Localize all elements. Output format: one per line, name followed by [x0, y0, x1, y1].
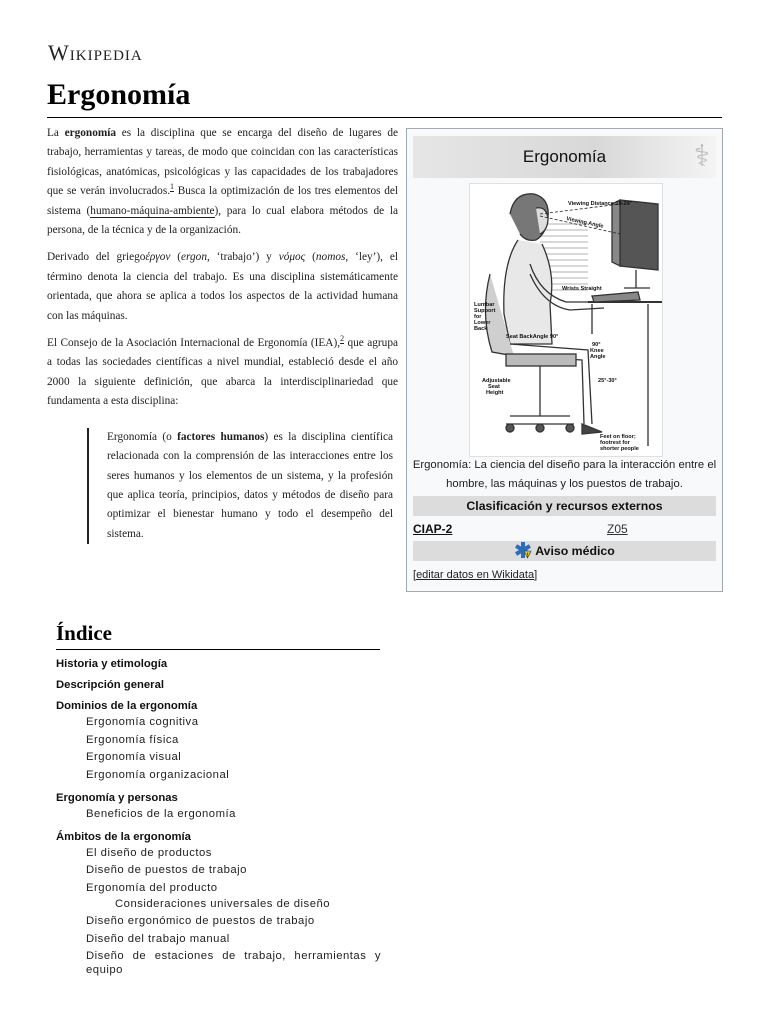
toc-item-historia[interactable]: Historia y etimología: [56, 658, 168, 670]
article-body: [47, 124, 398, 544]
bracket: [: [413, 569, 417, 581]
edit-wikidata-link[interactable]: editar datos en Wikidata: [416, 569, 535, 581]
infobox-title: Ergonomía: [522, 147, 607, 166]
infobox: [406, 128, 723, 592]
text: (: [170, 251, 182, 264]
paragraph-intro: [47, 124, 398, 240]
bold-term: factores humanos: [177, 430, 265, 443]
toc-item-dominios[interactable]: Dominios de la ergonomía: [56, 700, 198, 712]
label-seat-height: Seat: [488, 384, 500, 390]
infobox-image[interactable]: [469, 183, 663, 457]
text: La: [47, 127, 65, 139]
paragraph-iea: [47, 334, 398, 412]
toc-subitem[interactable]: Ergonomía del producto: [86, 881, 218, 894]
greek-word: νόμος: [278, 251, 306, 264]
toc-subsubitem[interactable]: Consideraciones universales de diseño: [115, 897, 331, 910]
toc-subitem[interactable]: Diseño ergonómico de puestos de trabajo: [86, 915, 315, 927]
toc-subitem[interactable]: Diseño del trabajo manual: [86, 932, 230, 945]
toc-item-personas[interactable]: Ergonomía y personas: [56, 791, 178, 804]
label-feet: Feet on floor;: [600, 434, 636, 440]
bracket: ]: [534, 569, 538, 581]
paragraph-etymology: [47, 248, 398, 326]
ergonomics-illustration: [470, 184, 662, 456]
text: es la disciplina que se encarga del diseño de lugares de trabajo, herramientas y tareas, de modo que coincidan con las características fisiológicas, anatómicas, psicológicas y las capacidades de los trabajadores que se verán involucrados.: [47, 127, 398, 198]
reference-link[interactable]: 2: [340, 334, 345, 344]
text: Ergonomía (o: [107, 430, 178, 443]
label-feet: shorter people: [600, 446, 639, 452]
label-seat-height: Height: [486, 390, 504, 396]
toc-subitem[interactable]: Ergonomía visual: [86, 751, 182, 763]
caduceus-icon: ⚕: [693, 140, 710, 173]
label-feet: footrest for: [600, 440, 630, 446]
toc-item-ambitos[interactable]: Ámbitos de la ergonomía: [56, 830, 191, 843]
label-wrists-straight: Wrists Straight: [562, 286, 602, 292]
toc-subitem[interactable]: Ergonomía física: [86, 733, 179, 746]
text: , ‘ley’), el término denota la ciencia del trabajo. Es una disciplina sistemáticamente orientada, que ahora se aplica a todos los aspectos de la actividad humana con las máquinas.: [47, 251, 398, 322]
wikipedia-logo[interactable]: Wikipedia: [48, 40, 143, 65]
page-title: Ergonomía: [47, 78, 191, 111]
medical-notice-label: Aviso médico: [535, 544, 615, 558]
infobox-section-classification: Clasificación y recursos externos: [413, 496, 716, 516]
label-lumbar: Back: [474, 326, 488, 332]
text: Busca la optimización de los tres elementos del sistema (: [47, 185, 399, 217]
label-knee-angle: Knee: [590, 348, 604, 354]
text: El Consejo de la Asociación Internacional de Ergonomía (IEA),: [47, 337, 341, 350]
label-lumbar: for: [474, 314, 482, 320]
link-humano-maquina-ambiente[interactable]: humano-máquina-ambiente: [90, 204, 215, 217]
toc-subitem[interactable]: Ergonomía cognitiva: [86, 716, 199, 728]
reference-link[interactable]: 1: [170, 182, 175, 192]
label-viewing-angle: Viewing Angle: [565, 216, 604, 230]
toc-subitem[interactable]: Beneficios de la ergonomía: [86, 807, 236, 820]
toc-item-descripcion[interactable]: Descripción general: [56, 679, 164, 691]
label-lumbar: Lower: [474, 320, 491, 326]
toc-subitem[interactable]: Ergonomía organizacional: [86, 768, 230, 781]
toc-subitem[interactable]: Diseño de puestos de trabajo: [86, 864, 247, 876]
table-of-contents: [56, 620, 381, 977]
text: ), para lo cual elabora métodos de la persona, de la técnica y de la organización.: [47, 204, 398, 237]
toc-subitem[interactable]: Diseño de estaciones de trabajo, herramientas y equipo: [86, 950, 381, 976]
text: ) es la disciplina científica relacionada con la comprensión de las interacciones entre los seres humanos y los elementos de un sistema, y la profesión que aplica teoría, principios, datos y métodos de diseño para optimizar el bienestar humano y todo el desempeño del sistema.: [107, 430, 393, 540]
text: (: [305, 251, 316, 264]
text: , ‘trabajo’) y: [206, 251, 279, 264]
label-knee-angle: Angle: [590, 354, 606, 360]
greek-word: έργον: [145, 251, 171, 264]
toc-subitem[interactable]: El diseño de productos: [86, 846, 212, 859]
toc-divider: [56, 649, 380, 650]
latin-term: nomos: [315, 251, 346, 264]
label-knee-angle: 90°: [592, 342, 601, 348]
wikidata-edit: [413, 566, 537, 584]
ciap2-label[interactable]: CIAP-2: [413, 522, 453, 536]
text: que agrupa a todas las sociedades científicas a nivel mundial, estableció desde el año 2000 la siguiente definición, que abarca la interdisciplinariedad que fundamenta a esta disciplina:: [47, 337, 398, 408]
bold-term: ergonomía: [64, 127, 117, 139]
text: Derivado del griego: [47, 251, 146, 264]
infobox-header: [413, 136, 716, 178]
infobox-section-medical-notice[interactable]: [413, 541, 716, 561]
label-angle: 25°-30°: [598, 378, 617, 384]
ciap2-code[interactable]: Z05: [607, 522, 628, 536]
label-lumbar: Support: [474, 308, 496, 314]
title-divider: [47, 117, 722, 118]
label-viewing-distance: Viewing Distance 18-24": [568, 201, 633, 207]
toc-title: Índice: [56, 621, 113, 645]
label-lumbar: Lumbar: [474, 302, 495, 308]
label-seat-back-angle: Seat BackAngle 90°: [506, 334, 559, 340]
infobox-caption: Ergonomía: La ciencia del diseño para la interacción entre el hombre, las máquinas y los puestos de trabajo.: [412, 459, 717, 490]
blockquote-definition: [87, 428, 398, 544]
latin-term: ergon: [181, 251, 207, 264]
star-of-life-icon: [514, 541, 532, 559]
label-seat-height: Adjustable: [482, 378, 511, 384]
